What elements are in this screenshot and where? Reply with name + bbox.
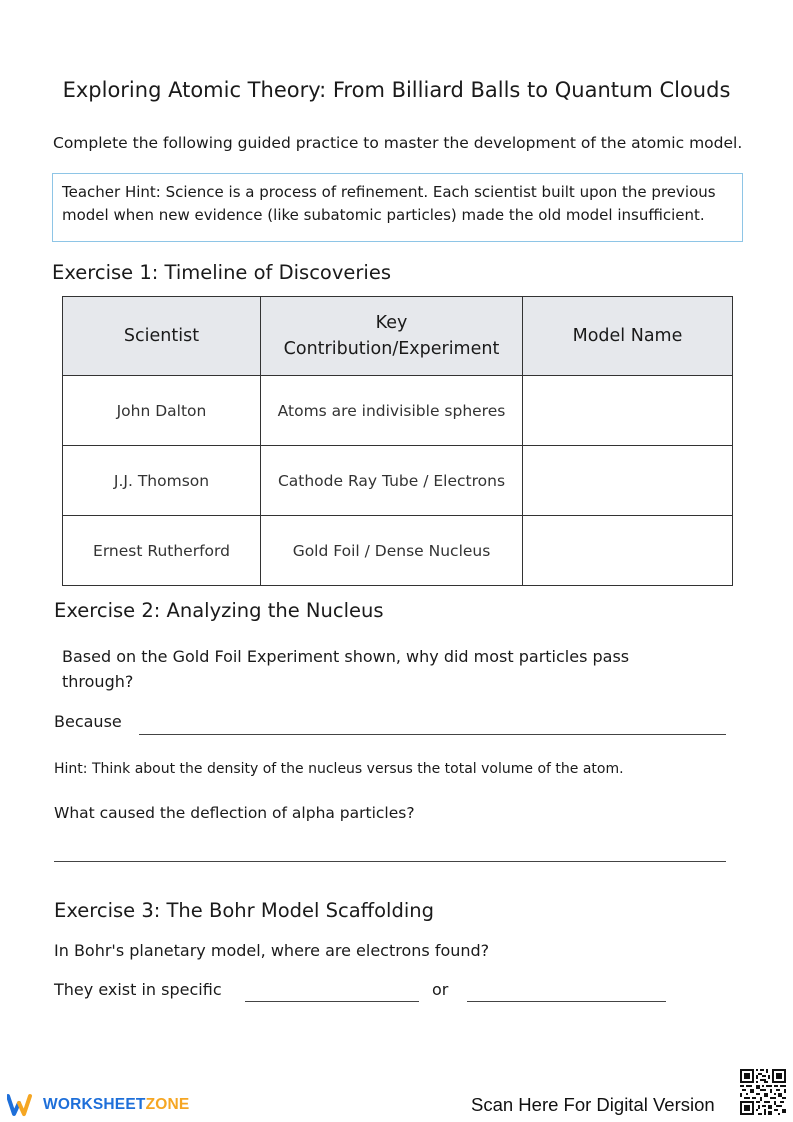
deflection-answer-line[interactable] — [54, 861, 726, 862]
table-header-row — [63, 297, 733, 376]
bohr-answer-line-1[interactable] — [245, 1001, 419, 1002]
table-row — [63, 516, 733, 586]
scientist-cell: Ernest Rutherford — [63, 516, 261, 586]
page-title: Exploring Atomic Theory: From Billiard Balls to Quantum Clouds — [62, 78, 731, 102]
table-row — [63, 376, 733, 446]
exercise-2-heading: Exercise 2: Analyzing the Nucleus — [54, 599, 384, 622]
header-scientist: Scientist — [63, 297, 261, 376]
scan-text: Scan Here For Digital Version — [471, 1094, 715, 1115]
contribution-cell: Atoms are indivisible spheres — [261, 376, 523, 446]
contribution-cell: Cathode Ray Tube / Electrons — [261, 446, 523, 516]
question-gold-foil: Based on the Gold Foil Experiment shown, why did most particles pass through? — [62, 647, 630, 691]
contribution-cell: Gold Foil / Dense Nucleus — [261, 516, 523, 586]
qr-code-icon[interactable] — [740, 1069, 786, 1115]
answer-prefix-exist: They exist in specific — [54, 980, 222, 999]
worksheetzone-logo — [7, 1091, 189, 1119]
logo-w-icon — [7, 1093, 39, 1117]
model-name-answer-cell[interactable] — [523, 376, 733, 446]
timeline-table — [62, 296, 733, 586]
answer-prefix-because: Because — [54, 712, 122, 731]
header-contribution: Key Contribution/Experiment — [261, 297, 523, 376]
logo-word-worksheet: WORKSHEET — [43, 1096, 146, 1113]
scientist-cell: John Dalton — [63, 376, 261, 446]
logo-word-zone: ZONE — [145, 1096, 190, 1113]
model-name-answer-cell[interactable] — [523, 446, 733, 516]
instructions-text: Complete the following guided practice to master the development of the atomic model. — [53, 134, 743, 152]
bohr-answer-line-2[interactable] — [467, 1001, 666, 1002]
question-deflection: What caused the deflection of alpha particles? — [54, 804, 415, 822]
because-answer-line[interactable] — [139, 734, 726, 735]
header-model-name: Model Name — [523, 297, 733, 376]
table-row — [63, 446, 733, 516]
teacher-hint-box: Teacher Hint: Science is a process of refinement. Each scientist built upon the previous model when new evidence (like subatomic particles) made the old model insufficient. — [52, 173, 743, 242]
question-bohr: In Bohr's planetary model, where are electrons found? — [54, 941, 490, 960]
model-name-answer-cell[interactable] — [523, 516, 733, 586]
nucleus-hint: Hint: Think about the density of the nucleus versus the total volume of the atom. — [54, 761, 624, 777]
exercise-3-heading: Exercise 3: The Bohr Model Scaffolding — [54, 899, 434, 922]
answer-joiner-or: or — [432, 980, 449, 999]
scientist-cell: J.J. Thomson — [63, 446, 261, 516]
exercise-1-heading: Exercise 1: Timeline of Discoveries — [52, 261, 391, 284]
